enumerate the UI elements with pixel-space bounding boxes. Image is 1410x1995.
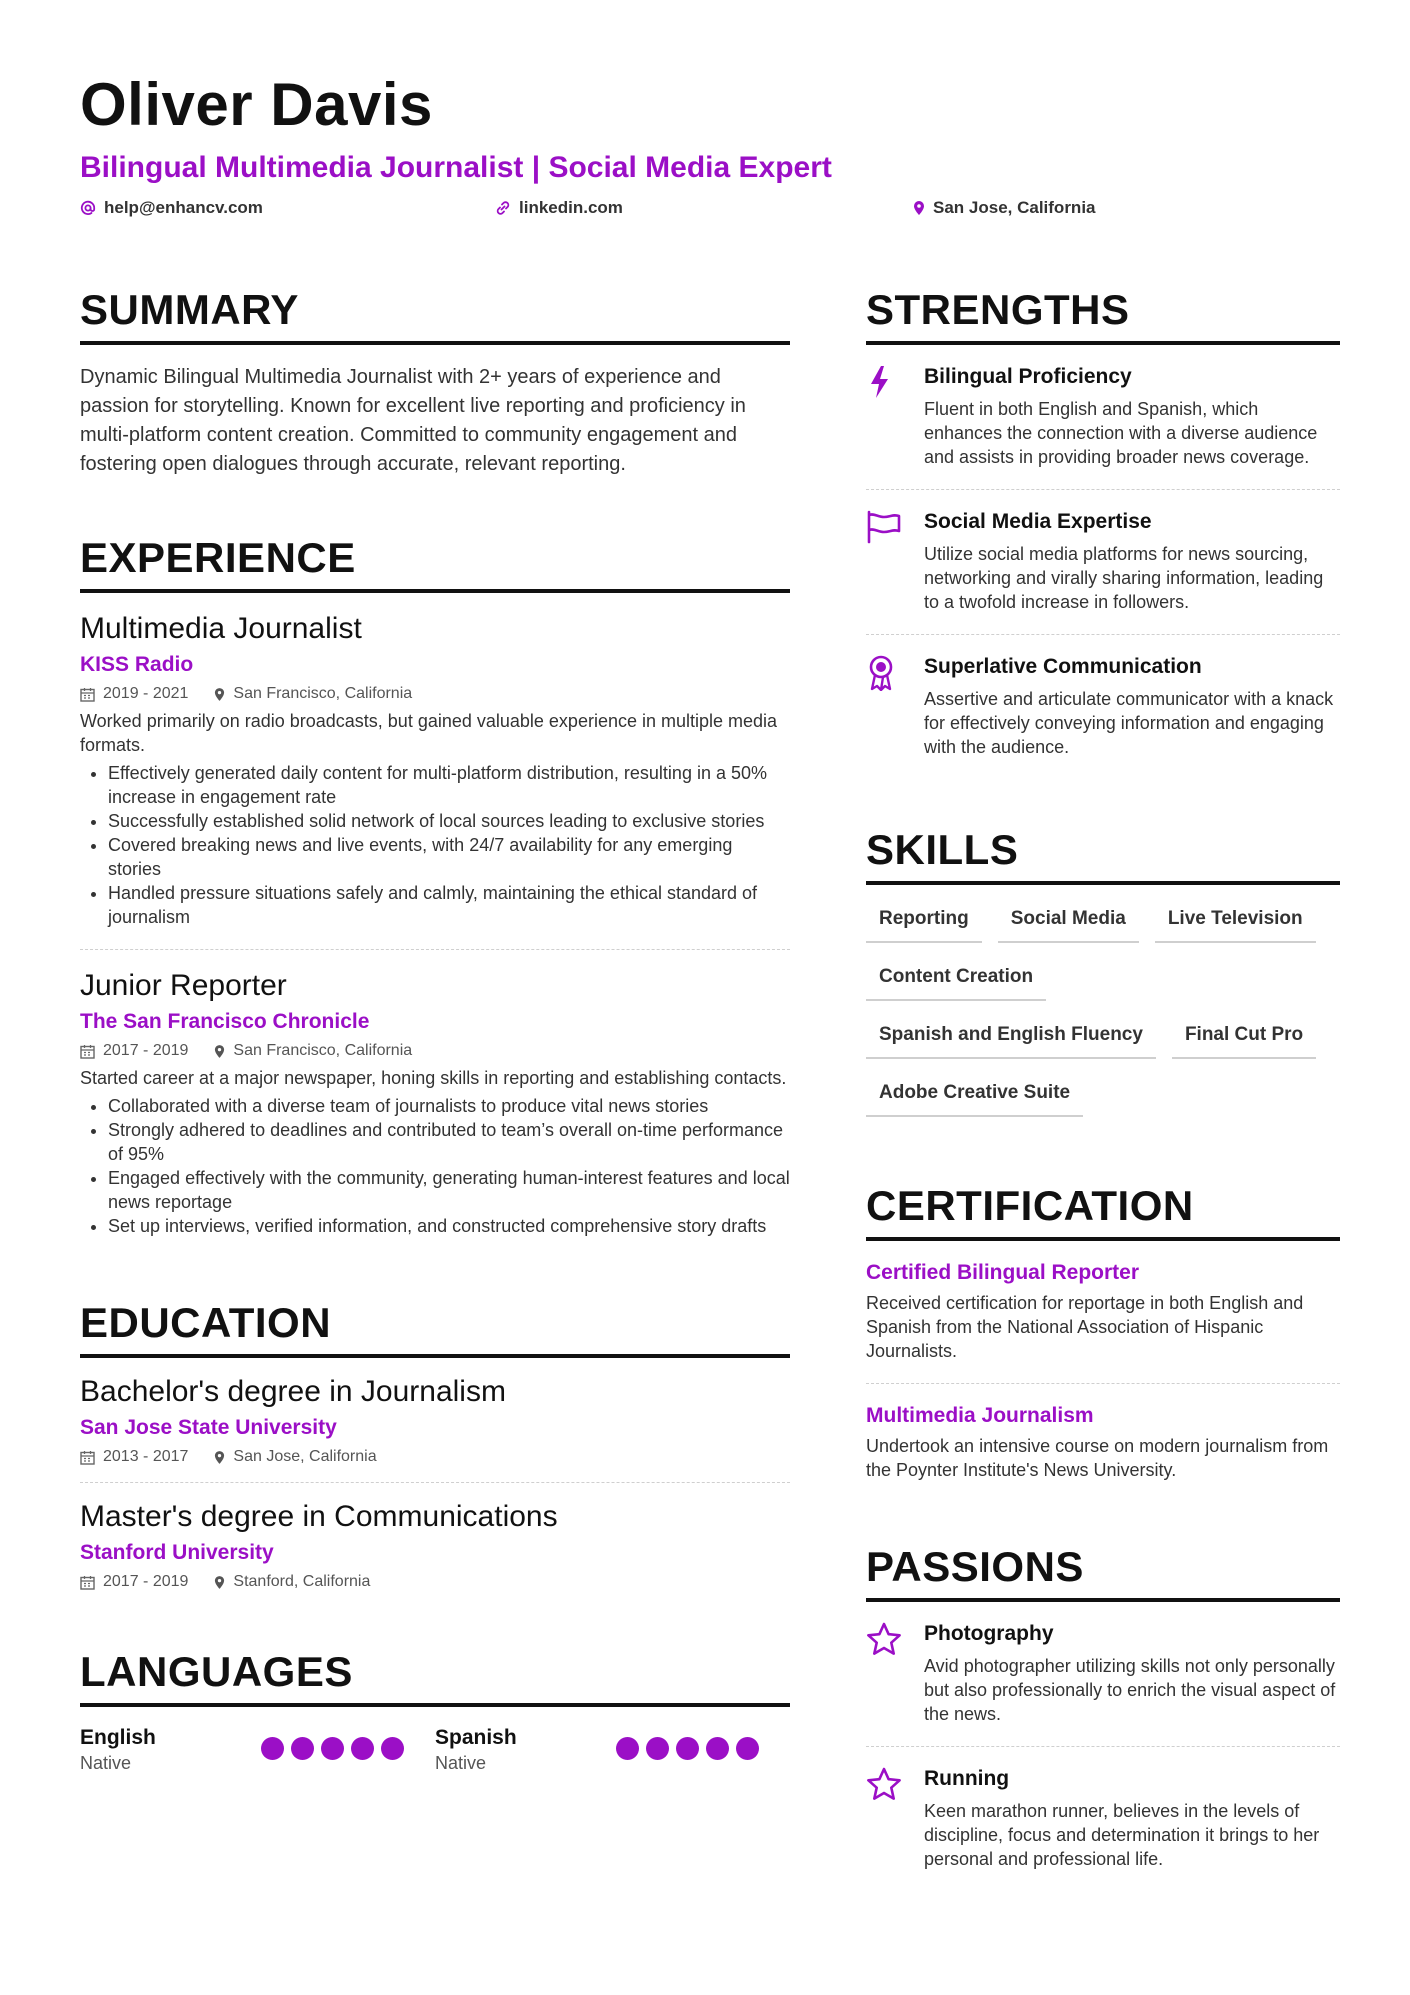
education-meta xyxy=(80,1446,790,1468)
right-column xyxy=(866,285,1340,1891)
education-location xyxy=(214,1571,370,1593)
certification-item xyxy=(866,1241,1340,1383)
passion-title: Running xyxy=(924,1767,1010,1790)
certification-title: Multimedia Journalism xyxy=(866,1404,1094,1427)
rating-dot xyxy=(321,1737,344,1760)
flag-icon xyxy=(866,508,924,614)
job-dates-text: 2019 - 2021 xyxy=(103,685,189,702)
resume-header xyxy=(80,68,1340,224)
language-name: English xyxy=(80,1726,156,1749)
contact-linkedin[interactable] xyxy=(495,198,623,218)
skill-tag: Final Cut Pro xyxy=(1172,1015,1316,1059)
job-dates xyxy=(80,1040,188,1062)
job-title: Junior Reporter xyxy=(80,969,287,1002)
skill-tag: Reporting xyxy=(866,899,982,943)
strength-title: Bilingual Proficiency xyxy=(924,365,1132,388)
skill-tag: Adobe Creative Suite xyxy=(866,1073,1083,1117)
left-column xyxy=(80,285,790,1779)
job-location-text: San Francisco, California xyxy=(233,1042,413,1059)
job-title: Multimedia Journalist xyxy=(80,612,362,645)
rating-dot xyxy=(291,1737,314,1760)
strength-item xyxy=(866,345,1340,489)
skills-heading: SKILLS xyxy=(866,825,1340,885)
certification-title: Certified Bilingual Reporter xyxy=(866,1261,1140,1284)
job-bullet: • Successfully established solid network of local sources leading to exclusive stories xyxy=(108,809,790,833)
calendar-icon xyxy=(80,1575,95,1590)
job-bullets xyxy=(80,761,790,929)
contact-email[interactable] xyxy=(80,198,263,218)
award-ribbon-icon xyxy=(866,653,924,759)
rating-dot xyxy=(676,1737,699,1760)
language-rating xyxy=(616,1737,759,1760)
job-description: Worked primarily on radio broadcasts, but gained valuable experience in multiple media formats. xyxy=(80,711,778,755)
language-item xyxy=(435,1725,790,1779)
languages-list xyxy=(80,1725,790,1779)
language-rating xyxy=(261,1737,404,1760)
strength-title: Superlative Communication xyxy=(924,655,1202,678)
rating-dot xyxy=(616,1737,639,1760)
skill-tag: Social Media xyxy=(998,899,1139,943)
location-pin-icon xyxy=(913,200,925,216)
location-pin-icon xyxy=(214,1044,225,1059)
passion-description: Keen marathon runner, believes in the levels of discipline, focus and determination it brings to her personal and professional life. xyxy=(924,1801,1320,1869)
education-item xyxy=(80,1358,790,1482)
experience-item xyxy=(80,593,790,949)
language-level: Native xyxy=(80,1753,132,1773)
job-bullets xyxy=(80,1094,790,1238)
summary-section xyxy=(80,285,790,479)
job-description: Started career at a major newspaper, honing skills in reporting and establishing contacts. xyxy=(80,1068,787,1088)
education-dates xyxy=(80,1446,188,1468)
company-name: KISS Radio xyxy=(80,653,194,676)
languages-section xyxy=(80,1647,790,1779)
rating-dot xyxy=(706,1737,729,1760)
job-location xyxy=(214,683,412,705)
job-meta xyxy=(80,1040,790,1062)
job-bullet: • Engaged effectively with the community, generating human-interest features and local news reportage xyxy=(108,1166,790,1214)
skills-list xyxy=(866,899,1340,1131)
experience-item xyxy=(80,949,790,1258)
education-location-text: San Jose, California xyxy=(233,1448,377,1465)
job-bullet: • Effectively generated daily content for multi-platform distribution, resulting in a 50% increase in engagement rate xyxy=(108,761,790,809)
certification-description: Undertook an intensive course on modern journalism from the Poynter Institute's News University. xyxy=(866,1436,1329,1480)
education-item xyxy=(80,1482,790,1607)
strength-description: Utilize social media platforms for news sourcing, networking and virally sharing information, leading to a twofold increase in followers. xyxy=(924,544,1324,612)
job-bullet: • Set up interviews, verified information, and constructed comprehensive story drafts xyxy=(108,1214,790,1238)
degree-title: Bachelor's degree in Journalism xyxy=(80,1375,506,1408)
experience-section xyxy=(80,533,790,1258)
email-text: help@enhancv.com xyxy=(104,198,263,217)
passion-title: Photography xyxy=(924,1622,1054,1645)
language-item xyxy=(80,1725,435,1779)
skill-tag: Content Creation xyxy=(866,957,1046,1001)
skills-section xyxy=(866,825,1340,1131)
candidate-title: Bilingual Multimedia Journalist | Social Media Expert xyxy=(80,151,832,184)
experience-heading: EXPERIENCE xyxy=(80,533,790,593)
language-name: Spanish xyxy=(435,1726,517,1749)
education-meta xyxy=(80,1571,790,1593)
linkedin-text: linkedin.com xyxy=(519,198,623,217)
job-location xyxy=(214,1040,412,1062)
job-bullet: • Collaborated with a diverse team of journalists to produce vital news stories xyxy=(108,1094,790,1118)
languages-heading: LANGUAGES xyxy=(80,1647,790,1707)
location-pin-icon xyxy=(214,1575,225,1590)
rating-dot xyxy=(646,1737,669,1760)
degree-title: Master's degree in Communications xyxy=(80,1500,558,1533)
job-meta xyxy=(80,683,790,705)
passions-heading: PASSIONS xyxy=(866,1542,1340,1602)
certification-description: Received certification for reportage in both English and Spanish from the National Association of Hispanic Journalists. xyxy=(866,1293,1304,1361)
certification-section xyxy=(866,1181,1340,1502)
strength-item xyxy=(866,489,1340,634)
education-dates-text: 2017 - 2019 xyxy=(103,1573,189,1590)
rating-dot xyxy=(736,1737,759,1760)
education-section xyxy=(80,1298,790,1607)
calendar-icon xyxy=(80,687,95,702)
lightning-icon xyxy=(866,363,924,469)
school-name: Stanford University xyxy=(80,1541,274,1564)
education-heading: EDUCATION xyxy=(80,1298,790,1358)
passion-item xyxy=(866,1602,1340,1746)
job-bullet: • Handled pressure situations safely and calmly, maintaining the ethical standard of journalism xyxy=(108,881,790,929)
education-location-text: Stanford, California xyxy=(233,1573,371,1590)
skill-tag: Spanish and English Fluency xyxy=(866,1015,1156,1059)
candidate-name: Oliver Davis xyxy=(80,71,433,138)
summary-heading: SUMMARY xyxy=(80,285,790,345)
certification-heading: CERTIFICATION xyxy=(866,1181,1340,1241)
strength-description: Fluent in both English and Spanish, which enhances the connection with a diverse audience and assists in providing broader news coverage. xyxy=(924,399,1318,467)
school-name: San Jose State University xyxy=(80,1416,337,1439)
contact-row xyxy=(80,198,1340,224)
location-pin-icon xyxy=(214,687,225,702)
company-name: The San Francisco Chronicle xyxy=(80,1010,370,1033)
skill-tag: Live Television xyxy=(1155,899,1316,943)
rating-dot xyxy=(261,1737,284,1760)
strengths-heading: STRENGTHS xyxy=(866,285,1340,345)
passion-description: Avid photographer utilizing skills not only personally but also professionally to enrich the visual aspect of the news. xyxy=(924,1656,1336,1724)
education-location xyxy=(214,1446,376,1468)
location-text: San Jose, California xyxy=(933,198,1096,217)
strength-item xyxy=(866,634,1340,779)
contact-location xyxy=(913,198,1096,218)
link-icon xyxy=(495,200,511,216)
star-icon xyxy=(866,1620,924,1726)
rating-dot xyxy=(381,1737,404,1760)
rating-dot xyxy=(351,1737,374,1760)
calendar-icon xyxy=(80,1044,95,1059)
job-dates-text: 2017 - 2019 xyxy=(103,1042,189,1059)
strength-title: Social Media Expertise xyxy=(924,510,1152,533)
location-pin-icon xyxy=(214,1450,225,1465)
job-dates xyxy=(80,683,188,705)
calendar-icon xyxy=(80,1450,95,1465)
passions-section xyxy=(866,1542,1340,1891)
star-icon xyxy=(866,1765,924,1871)
language-level: Native xyxy=(435,1753,487,1773)
strengths-section xyxy=(866,285,1340,779)
passion-item xyxy=(866,1746,1340,1891)
job-bullet: • Covered breaking news and live events, with 24/7 availability for any emerging stories xyxy=(108,833,790,881)
at-icon xyxy=(80,200,96,216)
education-dates xyxy=(80,1571,188,1593)
summary-text: Dynamic Bilingual Multimedia Journalist with 2+ years of experience and passion for storytelling. Known for excellent live reporting and proficiency in multi-platform content creation. Committed to community engagement and fostering open dialogues through accurate, relevant reporting. xyxy=(80,366,746,475)
certification-item xyxy=(866,1383,1340,1502)
education-dates-text: 2013 - 2017 xyxy=(103,1448,189,1465)
job-location-text: San Francisco, California xyxy=(233,685,413,702)
job-bullet: • Strongly adhered to deadlines and contributed to team’s overall on-time performance of 95% xyxy=(108,1118,790,1166)
strength-description: Assertive and articulate communicator with a knack for effectively conveying information and engaging with the audience. xyxy=(924,689,1334,757)
